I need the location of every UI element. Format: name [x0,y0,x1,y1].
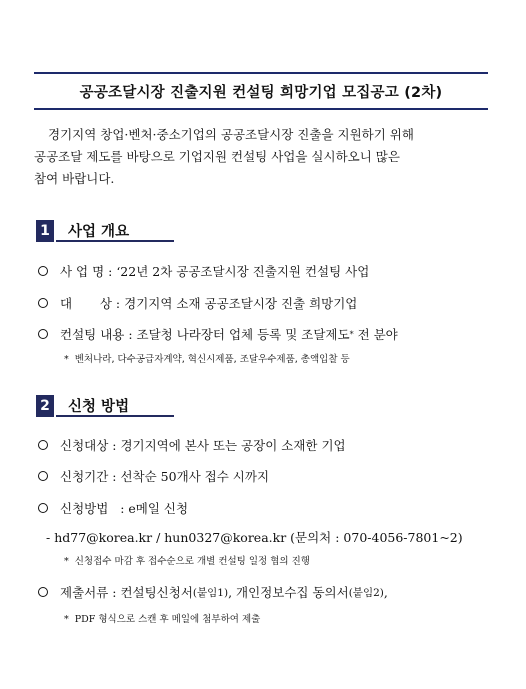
note-text: PDF 형식으로 스캔 후 메일에 첨부하여 제출 [74,614,261,625]
section-1-number: 1 [36,220,54,242]
note-mark: * [64,354,69,365]
intro-paragraph [34,124,492,190]
list-item-text: 대 상 : 경기지역 소재 공공조달시장 진출 희망기업 [60,296,358,311]
circle-bullet-icon [38,471,48,481]
docs-label: 제출서류 : 컨설팅신청서 [60,585,193,600]
section-2-heading: 신청 방법 [56,395,174,417]
section-2-note-1 [64,553,310,567]
section-1-header [36,220,174,242]
attachment-1: (붙임1) [192,586,229,599]
section-2-note-2 [64,611,260,625]
section-2-header [36,395,174,417]
circle-bullet-icon [38,503,48,513]
circle-bullet-icon [38,298,48,308]
circle-bullet-icon [38,329,48,339]
list-item-text: 컨설팅 내용 : 조달청 나라장터 업체 등록 및 조달제도 [60,327,350,342]
list-item-eligibility [38,436,346,454]
docs-mid: , 개인정보수집 동의서 [228,585,349,600]
announcement-title: 공공조달시장 진출지원 컨설팅 희망기업 모집공고 (2차) [79,84,443,101]
list-item-text: 신청방법 : e메일 신청 [60,501,189,516]
note-mark: * [64,614,69,625]
footnote-mark: * [349,329,354,339]
intro-line-1: 경기지역 창업·벤처·중소기업의 공공조달시장 진출을 지원하기 위해 [48,127,414,142]
section-1-note [64,351,350,365]
list-item-period [38,467,269,485]
list-item-consulting [38,325,398,343]
circle-bullet-icon [38,266,48,276]
list-item-text-tail: 전 분야 [357,327,398,342]
contact-line: - hd77@korea.kr / hun0327@korea.kr (문의처 : 070-4056-7801~2) [46,530,463,545]
announcement-title-box [34,72,488,110]
circle-bullet-icon [38,440,48,450]
note-mark: * [64,556,69,567]
docs-end: , [383,584,388,600]
note-text: 벤처나라, 다수공급자계약, 혁신시제품, 조달우수제품, 총액입찰 등 [74,354,350,365]
intro-line-3: 참여 바랍니다. [34,171,115,186]
list-item-text: 신청대상 : 경기지역에 본사 또는 공장이 소재한 기업 [60,438,346,453]
attachment-2: (붙임2) [348,586,384,599]
list-item-text: 사 업 명 : ‘22년 2차 공공조달시장 진출지원 컨설팅 사업 [60,264,370,279]
intro-line-2: 공공조달 제도를 바탕으로 기업지원 컨설팅 사업을 실시하오니 많은 [34,149,400,164]
list-item-text: 신청기간 : 선착순 50개사 접수 시까지 [60,469,270,484]
list-item-project-name [38,262,369,280]
section-1-heading: 사업 개요 [56,220,174,242]
note-text: 신청접수 마감 후 접수순으로 개별 컨설팅 일정 협의 진행 [74,556,310,567]
list-item-target [38,294,357,312]
list-item-documents [38,583,388,601]
circle-bullet-icon [38,587,48,597]
list-item-method [38,499,188,517]
section-2-number: 2 [36,395,54,417]
